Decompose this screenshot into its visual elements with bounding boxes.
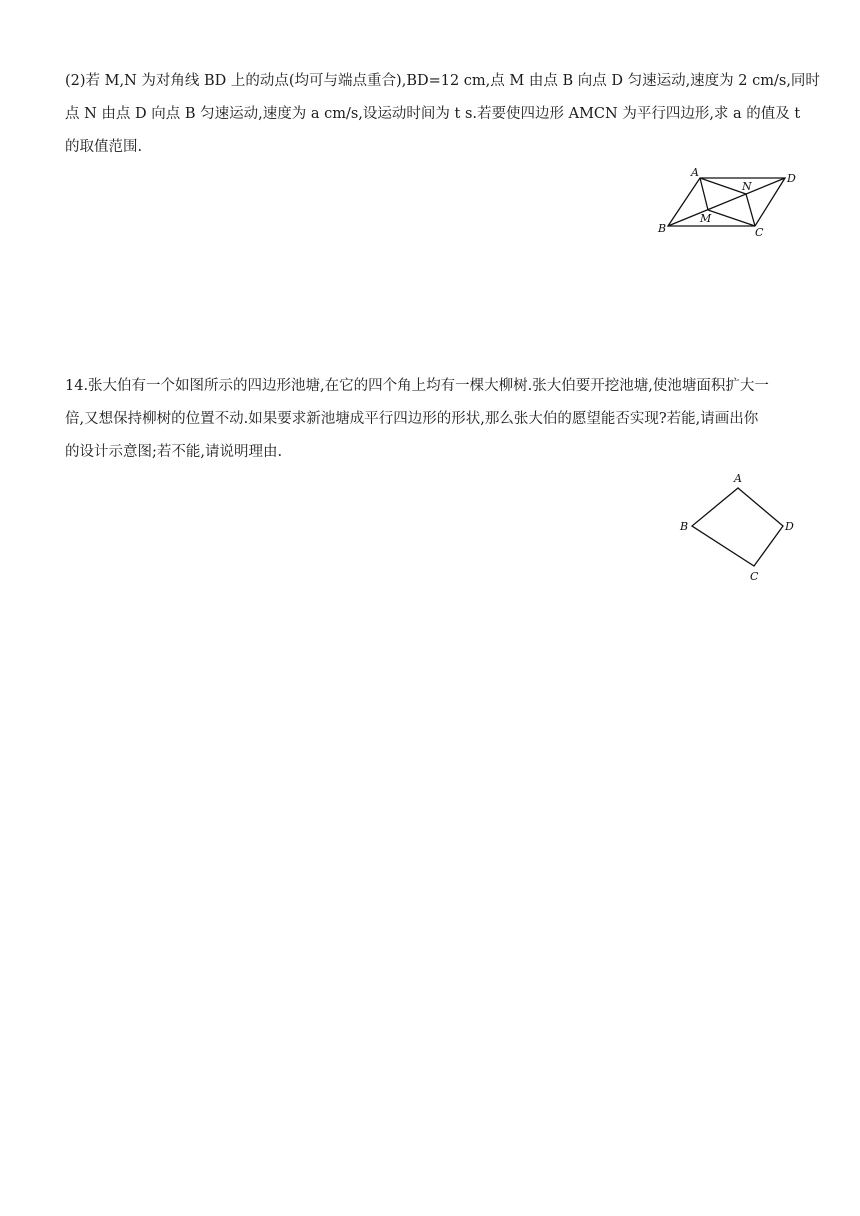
segment-mc (708, 210, 755, 226)
label-m: M (700, 212, 712, 225)
label-d: D (785, 520, 794, 533)
label-b: B (658, 222, 667, 235)
parallelogram-diagram (650, 160, 805, 240)
segment-na (700, 178, 746, 194)
problem-2-line-3: 的取值范围. (65, 139, 143, 155)
pond-quadrilateral-figure (670, 466, 800, 588)
parallelogram-figure (650, 160, 805, 240)
problem-2-line-1: (2)若 M,N 为对角线 BD 上的动点(均可与端点重合),BD=12 cm,点 M 由点 B 向点 D 匀速运动,速度为 2 cm/s,同时 (65, 73, 820, 89)
diagonal-bd (668, 178, 785, 226)
label-a: A (734, 472, 742, 485)
problem-14-line-2: 倍,又想保持柳树的位置不动.如果要求新池塘成平行四边形的形状,那么张大伯的愿望能否实现?若能,请画出你 (65, 411, 759, 427)
label-a: A (691, 166, 699, 179)
label-b: B (680, 520, 689, 533)
segment-am (700, 178, 708, 210)
problem-14-text (65, 370, 800, 469)
label-c: C (750, 570, 759, 583)
segment-cn (746, 194, 755, 226)
label-c: C (755, 226, 764, 239)
quadrilateral-outline (692, 488, 783, 566)
label-d: D (787, 172, 796, 185)
label-n: N (742, 180, 752, 193)
problem-2-text (65, 65, 820, 164)
quadrilateral-diagram (670, 466, 800, 588)
problem-2-line-2: 点 N 由点 D 向点 B 匀速运动,速度为 a cm/s,设运动时间为 t s.若要使四边形 AMCN 为平行四边形,求 a 的值及 t (65, 106, 801, 122)
problem-14-line-3: 的设计示意图;若不能,请说明理由. (65, 444, 283, 460)
problem-14-line-1: 14.张大伯有一个如图所示的四边形池塘,在它的四个角上均有一棵大柳树.张大伯要开挖池塘,使池塘面积扩大一 (65, 378, 769, 394)
